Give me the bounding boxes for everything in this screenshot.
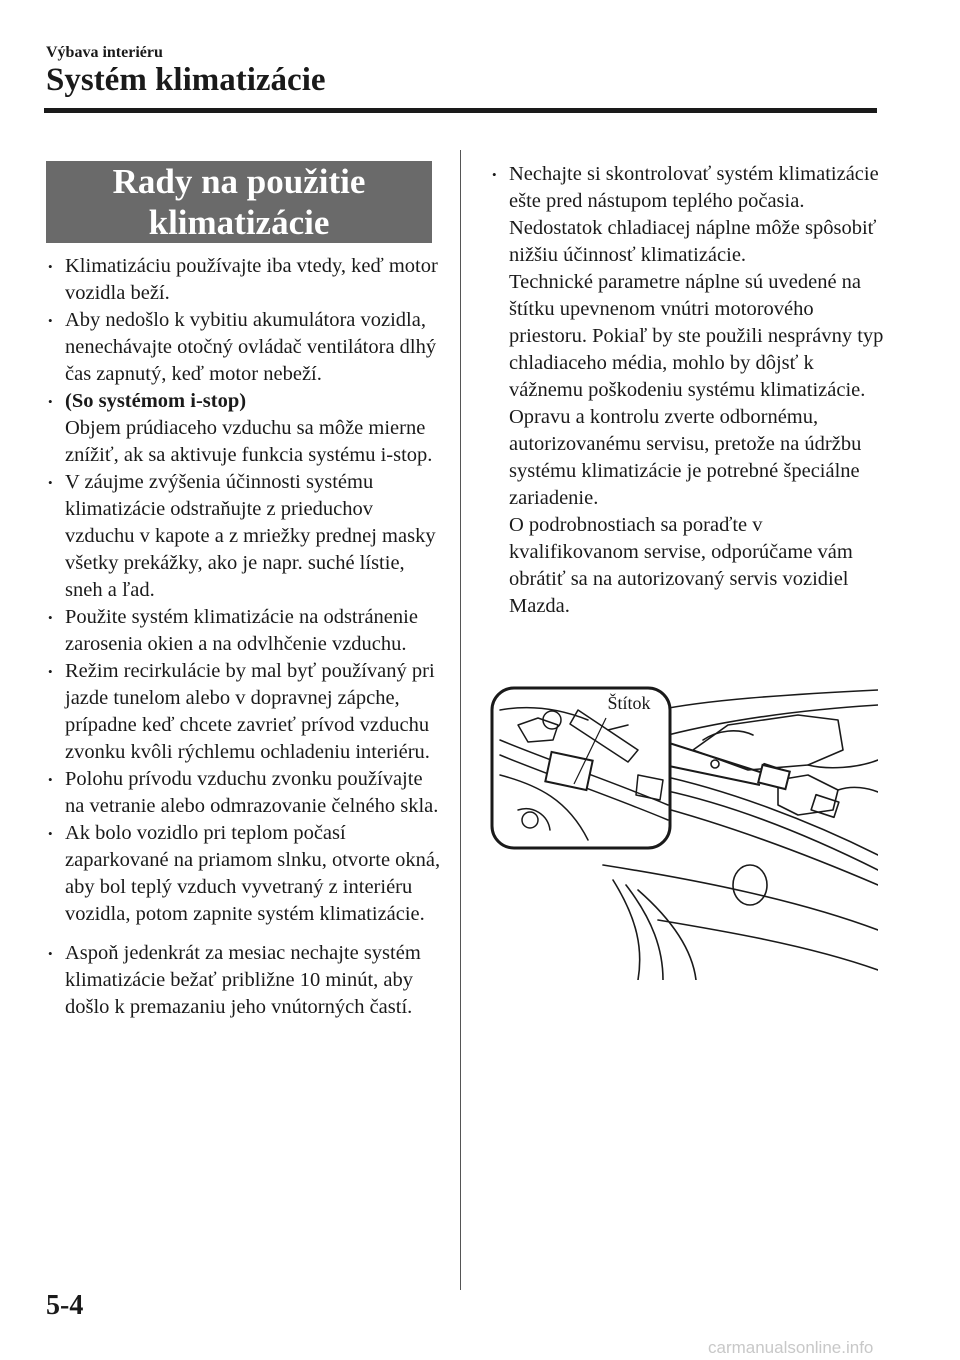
section-label: Výbava interiéru [46, 44, 163, 61]
list-item: • (So systémom i-stop) Objem prúdiaceho vzduchu sa môže mierne znížiť, ak sa aktivuje funkcia systému i-stop. [46, 388, 441, 469]
list-item: • Aspoň jedenkrát za mesiac nechajte systém klimatizácie bežať približne 10 minút, aby došlo k premazaniu jeho vnútorných častí. [46, 940, 441, 1021]
list-item: • Ak bolo vozidlo pri teplom počasí zaparkované na priamom slnku, otvorte okná, aby bol teplý vzduch vyvetraný z interiéru vozidla, potom zapnite systém klimatizácie. [46, 820, 441, 928]
list-item: • Polohu prívodu vzduchu zvonku používajte na vetranie alebo odmrazovanie čelného skla. [46, 766, 441, 820]
watermark: carmanualsonline.info [708, 1338, 874, 1357]
banner-line-2: klimatizácie [148, 203, 330, 242]
list-item: • Klimatizáciu používajte iba vtedy, keď motor vozidla beží. [46, 253, 441, 307]
section-banner [46, 161, 432, 243]
list-item: • V záujme zvýšenia účinnosti systému klimatizácie odstraňujte z prieduchov vzduchu v kapote a z mriežky prednej masky všetky prekážky, ako je napr. suché lístie, sneh a ľad. [46, 469, 441, 604]
paragraph: • Nechajte si skontrolovať systém klimatizácie ešte pred nástupom teplého počasia. Nedostatok chladiacej náplne môže spôsobiť nižšiu účinnosť klimatizácie. [509, 163, 879, 266]
page-number: 5-4 [46, 1290, 84, 1321]
list-item [490, 161, 890, 620]
banner-line-1: Rady na použitie [112, 162, 366, 201]
list-item-heading: • (So systémom i-stop) [65, 390, 247, 412]
column-divider [460, 150, 461, 1290]
list-item: • Aby nedošlo k vybitiu akumulátora vozidla, nenechávajte otočný ovládač ventilátora dlhý čas zapnutý, keď motor nebeží. [46, 307, 441, 388]
figure-label: Štítok [607, 693, 651, 713]
list-item: • Použite systém klimatizácie na odstránenie zarosenia okien a na odvlhčenie vzduchu. [46, 604, 441, 658]
list-item: • Režim recirkulácie by mal byť používaný pri jazde tunelom alebo v dopravnej zápche, prípadne keď chcete zavrieť prívod vzduchu zvonku kvôli rýchlemu ochladeniu interiéru. [46, 658, 441, 766]
engine-bay-illustration [478, 680, 878, 980]
header-rule [44, 108, 877, 113]
paragraph: Technické parametre náplne sú uvedené na štítku upevnenom vnútri motorového priestoru. Pokiaľ by ste použili nesprávny typ chladiaceho média, mohlo by dôjsť k vážnemu poškodeniu systému klimatizácie. Opravu a kontrolu zverte odbornému, autorizovanému servisu, pretože na údržbu systému klimatizácie je potrebné špeciálne zariadenie. [509, 271, 884, 509]
right-bullet-list [490, 161, 890, 620]
paragraph: O podrobnostiach sa poraďte v kvalifikovanom servise, odporúčame vám obrátiť sa na autorizovaný servis vozidiel Mazda. [509, 514, 853, 617]
page-title: Systém klimatizácie [46, 62, 326, 98]
left-bullet-list [46, 253, 441, 1021]
